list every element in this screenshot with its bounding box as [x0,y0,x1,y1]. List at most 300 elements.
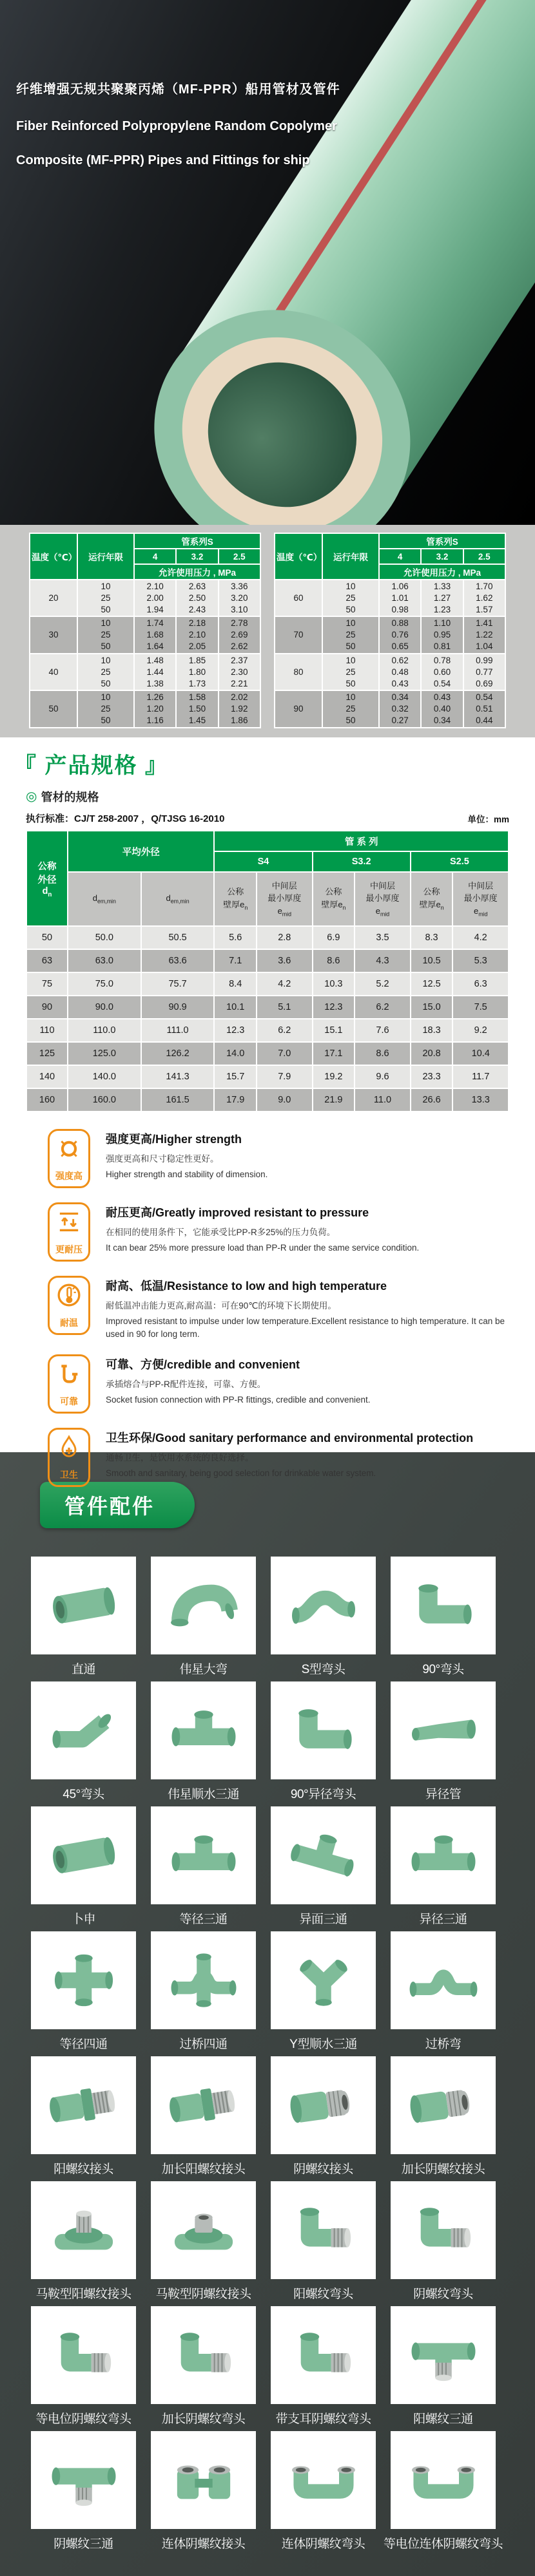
years-cell: 10 25 50 [78,580,133,616]
col-temperature: 温度（℃） [275,534,322,579]
temperature-cell: 50 [30,691,77,726]
spec-cell: 6.2 [355,996,410,1018]
fitting-card [271,2056,376,2181]
fitting-card [271,2431,376,2556]
spec-cell: 6.3 [453,973,508,995]
bullseye-icon: ◎ [26,790,37,804]
spec-cell: 4.3 [355,950,410,972]
fitting-card [384,2431,503,2556]
spec-cell: 10.3 [313,973,355,995]
water-drop-icon [56,1434,82,1463]
cross-fitting-image [31,1931,136,2029]
fitting-card [391,1806,496,1931]
s32-cell: 1.85 1.80 1.73 [177,654,217,690]
spec-cell: 10.4 [453,1043,508,1065]
fitting-card [271,1681,376,1806]
fitting-label: 45°弯头 [63,1787,104,1801]
wall-thickness-header: 公称 壁厚$e_n$ [313,873,355,925]
fitting-label: S型弯头 [301,1662,345,1676]
fitting-card [271,2306,376,2431]
feature-desc-en: It can bear 25% more pressure load than PP-R under the same service condition. [106,1243,420,1253]
spec-cell: 125 [27,1043,67,1065]
s32-cell: 1.10 0.95 0.81 [422,617,462,652]
years-cell: 10 25 50 [323,617,378,652]
s32-cell: 0.43 0.40 0.34 [422,691,462,726]
spec-cell: 7.6 [355,1019,410,1041]
fitting-card [271,1806,376,1931]
spec-subheader-row [27,873,508,925]
fitting-label: 加长阴螺纹接头 [401,2162,485,2176]
fitting-label: 马鞍型阳螺纹接头 [35,2287,131,2301]
fitting-label: Y型顺水三通 [289,2037,357,2051]
temperature-cell: 90 [275,691,322,726]
threadElbow-fitting-image [151,2306,256,2404]
fitting-card [151,2056,256,2181]
feature-list [48,1129,509,1487]
threadElbow-fitting-image [271,2306,376,2404]
spec-cell: 4.2 [453,927,508,949]
fitting-label: 90°弯头 [422,1662,464,1676]
fittings-grid [0,1557,535,2556]
spec-cell: 15.7 [215,1066,256,1088]
s4-cell: 0.34 0.32 0.27 [380,691,420,726]
spec-cell: 50 [27,927,67,949]
spec-header-row1 [27,831,508,851]
series-value: 4 [135,549,175,564]
pressure-data-row [275,691,505,726]
col-average-diameter: 平均外径 [68,831,213,871]
fitting-card [151,1681,256,1806]
bridgeCross-fitting-image [151,1931,256,2029]
years-cell: 10 25 50 [323,691,378,726]
mid-layer-header: 中间层 最小厚度 $e_{mid}$ [453,873,508,925]
series-value: 3.2 [422,549,462,564]
s4-cell: 2.10 2.00 1.94 [135,580,175,616]
spec-cell: 50.0 [68,927,141,949]
feature-desc-en: Higher strength and stability of dimension. [106,1170,268,1179]
spec-data-row [27,1019,508,1041]
elbow90-fitting-image [391,1557,496,1654]
standard-row [26,811,509,825]
fitting-card [31,2431,136,2556]
fittings-banner-label: 管件配件 [64,1495,155,1518]
spec-cell: 75.7 [142,973,214,995]
col-nominal-diameter: 公称 外径 $d_n$ [27,831,67,925]
threadTee-fitting-image [31,2431,136,2529]
spec-cell: 6.2 [257,1019,312,1041]
feature-badge: 更耐压 [55,1244,83,1255]
pressure-data-row [275,580,505,616]
product-spec-section [0,737,535,1481]
page-title-cn: 纤维增强无规共聚聚丙烯（MF-PPR）船用管材及管件 [16,82,340,97]
spec-cell: 110.0 [68,1019,141,1041]
temperature-cell: 70 [275,617,322,652]
s32-cell: 1.33 1.27 1.23 [422,580,462,616]
fitting-card [151,2306,256,2431]
page-title-en-line1: Fiber Reinforced Polypropylene Random Copolymer [16,119,337,133]
spec-cell: 160.0 [68,1089,141,1111]
bridge-fitting-image [391,1931,496,2029]
spec-data-row [27,973,508,995]
years-cell: 10 25 50 [78,617,133,652]
spec-cell: 12.3 [215,1019,256,1041]
unit-text: 单位：mm [467,815,509,824]
feature-text [106,1354,370,1414]
spec-cell: 3.6 [257,950,312,972]
spec-cell: 15.0 [411,996,452,1018]
feature-desc-en: Improved resistant to impulse under low temperature.Excellent resistance to high temperature. It can be used in 90 for long term. [106,1316,505,1339]
fitting-card [151,2181,256,2306]
spec-cell: 161.5 [142,1089,214,1111]
spec-cell: 15.1 [313,1019,355,1041]
feature-badge: 耐温 [60,1318,78,1328]
pressure-table-low-temp [29,533,261,728]
threadElbow-fitting-image [271,2181,376,2279]
fitting-label: 阴螺纹三通 [54,2537,113,2551]
spec-cell: 5.1 [257,996,312,1018]
pressure-data-row [275,654,505,690]
spec-cell: 10.1 [215,996,256,1018]
spec-cell: 8.6 [313,950,355,972]
maleThread-fitting-image [31,2056,136,2154]
coupling-fitting-image [31,1806,136,1904]
pressure-data-row [30,691,260,726]
spec-cell: 111.0 [142,1019,214,1041]
spec-cell: 5.2 [355,973,410,995]
col-service-years: 运行年限 [78,534,133,579]
spec-cell: 90.0 [68,996,141,1018]
pressure-data-row [30,580,260,616]
series-value: 4 [380,549,420,564]
elbow90-fitting-image [271,1681,376,1779]
page-title-en-line2: Composite (MF-PPR) Pipes and Fittings for ship [16,153,310,167]
fitting-label: 伟星顺水三通 [167,1787,239,1801]
temperature-cell: 60 [275,580,322,616]
mid-layer-header: 中间层 最小厚度 $e_{mid}$ [355,873,410,925]
feature-item [48,1354,509,1414]
allowed-pressure-label: 允许使用压力 , MPa [380,565,505,579]
spec-cell: 63 [27,950,67,972]
hero-title-block [16,79,340,187]
feature-desc-en: Socket fusion connection with PP-R fittings, credible and convenient. [106,1395,371,1405]
feature-desc-cn: 在相同的使用条件下，它能承受比PP-R多25%的压力负荷。 [106,1227,336,1237]
temperature-cell: 30 [30,617,77,652]
spec-cell: 5.3 [453,950,508,972]
spec-cell: 17.9 [215,1089,256,1111]
fitting-label: 等电位阴螺纹弯头 [35,2412,131,2426]
linkElbow-fitting-image [391,2431,496,2529]
fitting-label: 阳螺纹接头 [54,2162,113,2176]
pressure-table-high-temp [274,533,506,728]
fitting-label: 阳螺纹弯头 [293,2287,353,2301]
linkFemale-fitting-image [151,2431,256,2529]
spec-cell: 12.3 [313,996,355,1018]
fitting-label: 卜申 [71,1912,95,1926]
s4-cell: 1.26 1.20 1.16 [135,691,175,726]
spec-cell: 140.0 [68,1066,141,1088]
feature-badge: 可靠 [60,1396,78,1407]
feature-icon-box [48,1202,90,1262]
spec-cell: 5.6 [215,927,256,949]
fitting-card [31,1557,136,1681]
fitting-label: 连体阴螺纹弯头 [281,2537,365,2551]
spec-cell: 125.0 [68,1043,141,1065]
s4-cell: 1.74 1.68 1.64 [135,617,175,652]
s32-cell: 2.63 2.50 2.43 [177,580,217,616]
spec-cell: 75.0 [68,973,141,995]
fitting-card [31,2056,136,2181]
fitting-label: 异径管 [425,1787,462,1801]
col-pipe-series-s: 管系列S [380,534,505,548]
wall-thickness-header: 公称 壁厚$e_n$ [411,873,452,925]
fitting-label: 阴螺纹弯头 [413,2287,473,2301]
fitting-label: 异面三通 [299,1912,347,1926]
spec-cell: 13.3 [453,1089,508,1111]
feature-desc-en: Smooth and sanitary, being good selection for drinkable water system. [106,1468,376,1479]
feature-title: 耐高、低温/Resistance to low and high temperature [106,1280,387,1293]
spec-cell: 12.5 [411,973,452,995]
fitting-card [151,2431,256,2556]
spec-cell: 9.6 [355,1066,410,1088]
threadElbow-fitting-image [391,2181,496,2279]
fitting-card [391,1557,496,1681]
fitting-card [151,1557,256,1681]
elbow45-fitting-image [31,1681,136,1779]
spec-cell: 23.3 [411,1066,452,1088]
fittings-banner [40,1482,195,1528]
s32-cell: 0.78 0.60 0.54 [422,654,462,690]
feature-text [106,1129,268,1188]
fitting-label: 等径三通 [179,1912,228,1926]
s25-cell: 1.70 1.62 1.57 [464,580,505,616]
spec-data-row [27,996,508,1018]
fitting-card [271,1931,376,2056]
spec-cell: 21.9 [313,1089,355,1111]
feature-icon-box [48,1276,90,1335]
spec-cell: 7.9 [257,1066,312,1088]
col-pipe-series: 管 系 列 [215,831,508,851]
feature-icon-box [48,1354,90,1414]
s25-cell: 2.37 2.30 2.21 [219,654,260,690]
allowed-pressure-label: 允许使用压力 , MPa [135,565,260,579]
spec-cell: 14.0 [215,1043,256,1065]
feature-item [48,1202,509,1262]
spec-cell: 26.6 [411,1089,452,1111]
sbend-fitting-image [271,1557,376,1654]
spec-cell: 141.3 [142,1066,214,1088]
reducer-fitting-image [391,1681,496,1779]
spec-cell: 4.2 [257,973,312,995]
s25-cell: 3.36 3.20 3.10 [219,580,260,616]
feature-title: 强度更高/Higher strength [106,1133,242,1146]
s4-cell: 0.88 0.76 0.65 [380,617,420,652]
s25-cell: 2.78 2.69 2.62 [219,617,260,652]
series-s25: S2.5 [411,852,508,871]
series-value: 3.2 [177,549,217,564]
fittings-section [0,1452,535,2576]
fitting-card [151,1931,256,2056]
tee-fitting-image [391,1806,496,1904]
spec-cell: 8.4 [215,973,256,995]
s25-cell: 0.99 0.77 0.69 [464,654,505,690]
spec-cell: 110 [27,1019,67,1041]
feature-icon-box [48,1129,90,1188]
series-value: 2.5 [464,549,505,564]
coupling-fitting-image [31,1557,136,1654]
fitting-card [391,2306,496,2431]
fitting-label: 异径三通 [419,1912,467,1926]
fitting-card [391,2181,496,2306]
years-cell: 10 25 50 [323,580,378,616]
threadElbow-fitting-image [31,2306,136,2404]
linkElbow-fitting-image [271,2431,376,2529]
hero-banner [0,0,535,525]
s4-cell: 1.48 1.44 1.38 [135,654,175,690]
s25-cell: 2.02 1.92 1.86 [219,691,260,726]
feature-badge: 强度高 [55,1171,83,1181]
feature-badge: 卫生 [60,1470,78,1481]
fitting-label: 过桥弯 [425,2037,462,2051]
spec-cell: 50.5 [142,927,214,949]
spec-cell: 3.5 [355,927,410,949]
s25-cell: 1.41 1.22 1.04 [464,617,505,652]
fitting-card [151,1806,256,1931]
fitting-label: 等径四通 [59,2037,108,2051]
bend-fitting-image [151,1557,256,1654]
teeAngled-fitting-image [271,1806,376,1904]
thermometer-icon [56,1282,82,1311]
col-pipe-series-s: 管系列S [135,534,260,548]
pressure-data-row [30,654,260,690]
spec-data-row [27,1043,508,1065]
fitting-card [31,1681,136,1806]
fitting-label: 加长阳螺纹接头 [161,2162,246,2176]
feature-desc-cn: 耐低温冲击能力更高,耐高温：可在90℃的环境下长期使用。 [106,1301,336,1311]
pressure-data-row [30,617,260,652]
feature-item [48,1428,509,1487]
spec-cell: 8.6 [355,1043,410,1065]
spec-cell: 11.0 [355,1089,410,1111]
spec-table [26,830,509,1112]
years-cell: 10 25 50 [78,691,133,726]
fitting-card [271,1557,376,1681]
spec-cell: 160 [27,1089,67,1111]
fitting-label: 过桥四通 [179,2037,228,2051]
temperature-cell: 40 [30,654,77,690]
years-cell: 10 25 50 [323,654,378,690]
s32-cell: 2.18 2.10 2.05 [177,617,217,652]
fitting-card [391,2056,496,2181]
fitting-card [31,1806,136,1931]
s25-cell: 0.54 0.51 0.44 [464,691,505,726]
spec-data-row [27,1089,508,1111]
s4-cell: 0.62 0.48 0.43 [380,654,420,690]
feature-title: 可靠、方便/credible and convenient [106,1358,300,1372]
feature-item [48,1129,509,1188]
fitting-label: 阴螺纹接头 [293,2162,353,2176]
spec-cell: 140 [27,1066,67,1088]
spec-cell: 6.9 [313,927,355,949]
feature-text [106,1428,473,1487]
subsection-label: 管材的规格 [41,791,99,804]
pressure-arrows-icon [56,1209,82,1238]
subsection-title [26,788,509,805]
spec-cell: 10.5 [411,950,452,972]
spec-cell: 18.3 [411,1019,452,1041]
pipe-connection-icon [56,1361,82,1390]
fitting-card [391,1681,496,1806]
fitting-label: 阳螺纹三通 [413,2412,473,2426]
femaleThread-fitting-image [391,2056,496,2154]
fitting-label: 90°异径弯头 [290,1787,356,1801]
fitting-card [31,2181,136,2306]
fitting-label: 马鞍型阴螺纹接头 [155,2287,251,2301]
spec-cell: 19.2 [313,1066,355,1088]
pressure-data-row [275,617,505,652]
feature-desc-cn: 通畅卫生，是饮用水系统的良好选择。 [106,1453,254,1463]
spec-cell: 7.0 [257,1043,312,1065]
section-title: 『 产品规格 』 [14,753,168,778]
tee-fitting-image [151,1806,256,1904]
saddleMale-fitting-image [31,2181,136,2279]
temperature-cell: 20 [30,580,77,616]
ytee-fitting-image [271,1931,376,2029]
fitting-card [391,1931,496,2056]
spec-cell: 126.2 [142,1043,214,1065]
tee-fitting-image [151,1681,256,1779]
years-cell: 10 25 50 [78,654,133,690]
spec-cell: 90.9 [142,996,214,1018]
pressure-header-row [275,534,505,548]
fitting-label: 连体阴螺纹接头 [161,2537,246,2551]
pressure-header-row [30,534,260,548]
spec-cell: 63.0 [68,950,141,972]
wall-thickness-header: 公称 壁厚$e_n$ [215,873,256,925]
feature-item [48,1276,509,1340]
spec-cell: 7.1 [215,950,256,972]
feature-icon-box [48,1428,90,1487]
feature-title: 卫生环保/Good sanitary performance and environmental protection [106,1432,474,1445]
spec-cell: 17.1 [313,1043,355,1065]
feature-text [106,1276,509,1340]
s4-cell: 1.06 1.01 0.98 [380,580,420,616]
spec-cell: 75 [27,973,67,995]
fitting-label: 等电位连体阴螺纹弯头 [384,2537,503,2551]
fitting-card [271,2181,376,2306]
series-s32: S3.2 [313,852,410,871]
fitting-label: 加长阴螺纹弯头 [161,2412,246,2426]
spec-cell: 8.3 [411,927,452,949]
feature-title: 耐压更高/Greatly improved resistant to pressure [106,1206,369,1219]
spec-data-row [27,950,508,972]
temperature-cell: 80 [275,654,322,690]
fitting-label: 伟星大弯 [179,1662,228,1676]
spec-cell: 20.8 [411,1043,452,1065]
series-s4: S4 [215,852,311,871]
pipe-bore [180,335,384,525]
threadTee-fitting-image [391,2306,496,2404]
mid-layer-header: 中间层 最小厚度 $e_{mid}$ [257,873,312,925]
spec-cell: 9.0 [257,1089,312,1111]
feature-desc-cn: 强度更高和尺寸稳定性更好。 [106,1154,219,1164]
series-value: 2.5 [219,549,260,564]
avg-min-header: $d_{em,min}$ [68,873,141,925]
col-service-years: 运行年限 [323,534,378,579]
spec-cell: 11.7 [453,1066,508,1088]
standard-text: 执行标准：CJ/T 258-2007 ，Q/TJSG 16-2010 [26,813,225,824]
feature-desc-cn: 承插熔合与PP-R配件连接，可靠、方便。 [106,1379,266,1390]
feature-text [106,1202,419,1262]
